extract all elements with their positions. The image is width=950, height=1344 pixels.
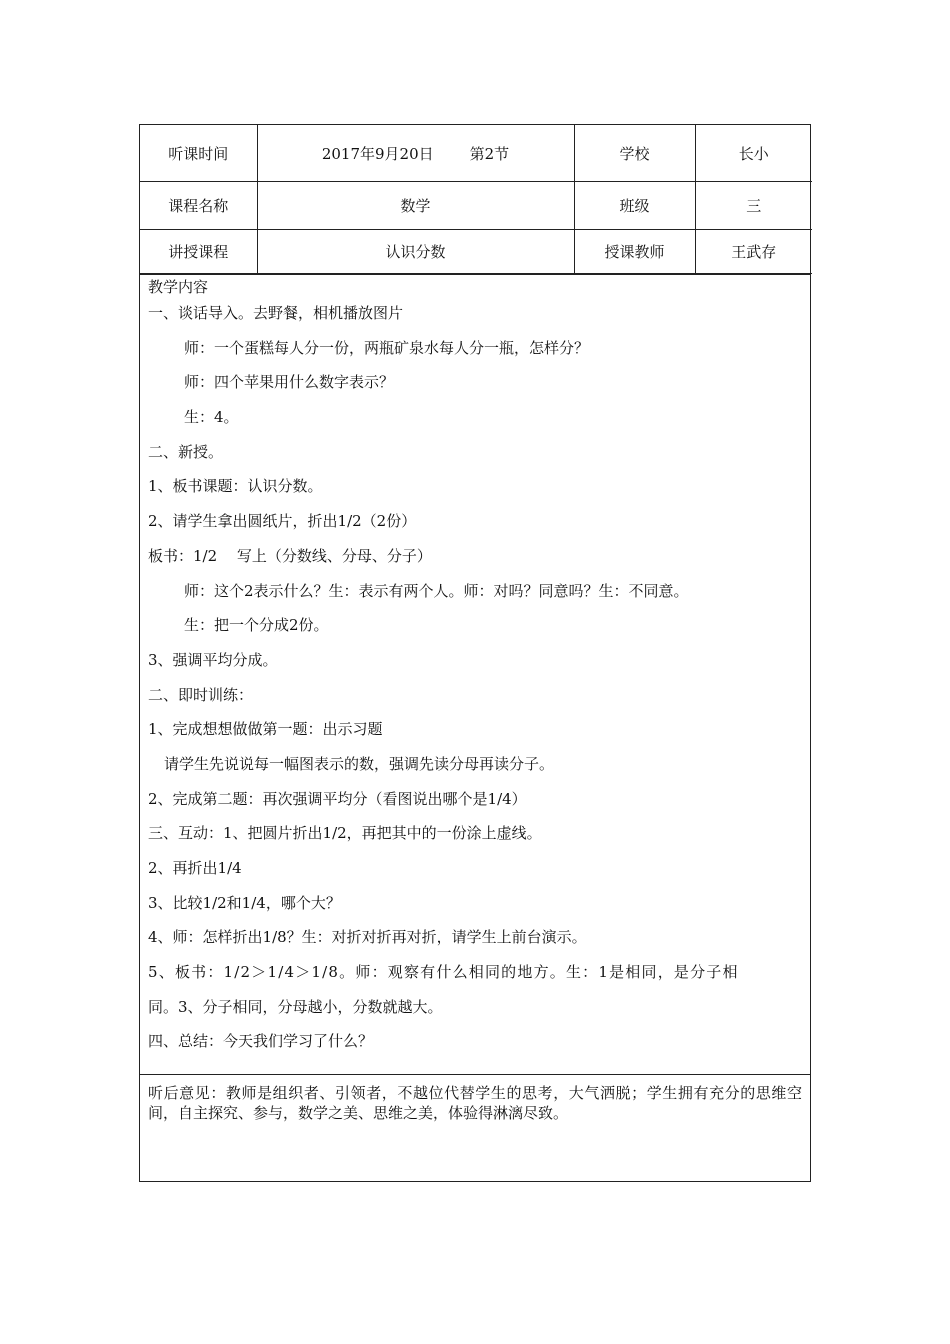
lesson-label: 讲授课程 [140,230,257,274]
content-line: 二、新授。 [148,442,224,461]
time-label: 听课时间 [140,125,257,182]
lesson-observation-form [139,124,811,1182]
school-value: 长小 [695,125,812,182]
content-line: 生：把一个分成2份。 [184,616,329,635]
content-line: 2、完成第二题：再次强调平均分（看图说出哪个是1/4） [148,789,527,808]
content-line: 一、谈话导入。去野餐，相机播放图片 [148,304,404,322]
content-line: 板书：1/2 写上（分数线、分母、分子） [148,546,432,565]
content-line: 四、总结：今天我们学习了什么？ [148,1032,374,1051]
lesson-value: 认识分数 [257,230,574,274]
course-value: 数学 [257,182,574,230]
teacher-label: 授课教师 [574,230,695,274]
content-line: 同。3、分子相同，分母越小，分数就越大。 [148,997,443,1016]
content-line: 5、板书：1/2＞1/4＞1/8。师：观察有什么相同的地方。生：1是相同，是分子相 [148,963,739,982]
content-line: 师：四个苹果用什么数字表示？ [184,373,395,392]
post-lesson-opinion: 听后意见：教师是组织者、引领者，不越位代替学生的思考，大气洒脱；学生拥有充分的思维空间，自主探究、参与，数学之美、思维之美，体验得淋漓尽致。 [140,1074,810,1181]
content-line: 2、再折出1/4 [148,859,242,877]
content-title: 教学内容 [148,278,209,296]
content-line: 3、强调平均分成。 [148,650,278,669]
content-line: 三、互动：1、把圆片折出1/2，再把其中的一份涂上虚线。 [148,824,542,843]
header-row-course [140,182,812,230]
teacher-value: 王武存 [695,230,812,274]
period-value: 第2节 [469,144,510,163]
time-value [257,125,574,182]
content-line: 师：这个2表示什么？生：表示有两个人。师：对吗？同意吗？生：不同意。 [184,581,689,600]
header-table [140,125,812,274]
content-line: 1、板书课题：认识分数。 [148,477,323,496]
course-label: 课程名称 [140,182,257,230]
header-row-lesson [140,230,812,274]
content-line: 请学生先说说每一幅图表示的数，强调先读分母再读分子。 [164,754,555,773]
date-value: 2017年9月20日 [321,144,434,163]
content-line: 生：4。 [184,408,239,427]
header-row-time [140,125,812,182]
content-line: 二、即时训练： [148,685,254,704]
content-line: 2、请学生拿出圆纸片，折出1/2（2份） [148,512,417,531]
teaching-content [140,274,810,1074]
content-line: 4、师：怎样折出1/8？生：对折对折再对折，请学生上前台演示。 [148,928,587,947]
content-line: 3、比较1/2和1/4，哪个大？ [148,893,341,912]
school-label: 学校 [574,125,695,182]
content-line: 1、完成想想做做第一题：出示习题 [148,720,383,739]
content-line: 师：一个蛋糕每人分一份，两瓶矿泉水每人分一瓶，怎样分？ [184,338,590,357]
class-label: 班级 [574,182,695,230]
class-value: 三 [695,182,812,230]
